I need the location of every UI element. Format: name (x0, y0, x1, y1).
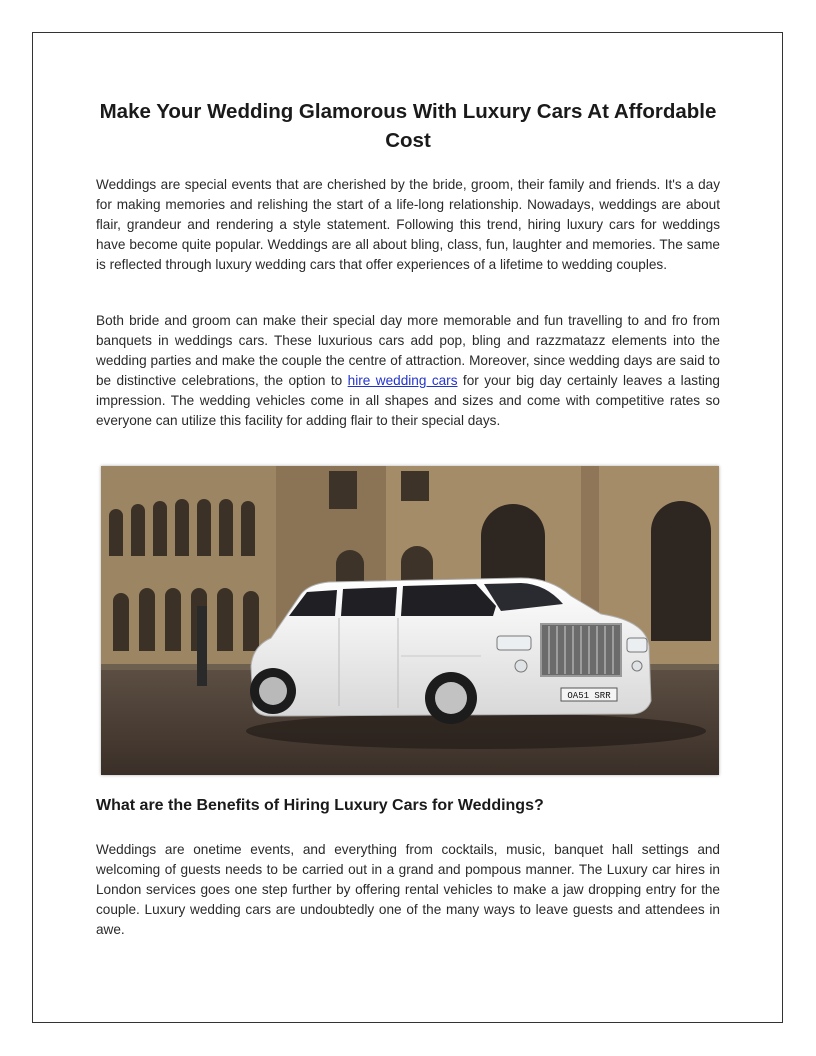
limousine-illustration (101, 466, 719, 775)
intro-paragraph: Weddings are special events that are cherished by the bride, groom, their family and friends. It's a day for making memories and relishing the start of a life-long relationship. Nowadays, weddings are about flair, grandeur and rendering a style statement. Following this trend, hiring luxury cars for weddings have become quite popular. Weddings are all about bling, class, fun, laughter and memories. The same is reflected through luxury wedding cars that offer experiences of a lifetime to wedding couples. (96, 177, 720, 272)
license-plate-text: OA51 SRR (567, 691, 611, 701)
paragraph-text: Both bride and groom can make their special day more memorable and fun travelling to and fro from banquets in weddings cars. These luxurious cars add pop, bling and razzmatazz elements into the wedding parties and make the couple the centre of attraction. Moreover, since wedding days are said to be distinctive celebrations, the option to (96, 313, 720, 388)
limousine-photo (101, 466, 719, 775)
second-paragraph (96, 311, 720, 431)
hire-wedding-cars-link[interactable]: hire wedding cars (347, 373, 458, 388)
article-title: Make Your Wedding Glamorous With Luxury Cars At Affordable Cost (99, 100, 717, 152)
benefits-paragraph: Weddings are onetime events, and everything from cocktails, music, banquet hall settings and welcoming of guests needs to be carried out in a grand and pompous manner. The Luxury car hires in London services goes one step further by offering rental vehicles to make a jaw dropping entry for the couple. Luxury wedding cars are undoubtedly one of the many ways to leave guests and attendees in awe. (96, 842, 720, 937)
paragraph-text: for your big day certainly leaves a lasting impression. The wedding vehicles come in all shapes and sizes and come with competitive rates so everyone can utilize this facility for adding flair to their special days. (96, 373, 720, 428)
section-heading: What are the Benefits of Hiring Luxury Cars for Weddings? (96, 797, 544, 814)
